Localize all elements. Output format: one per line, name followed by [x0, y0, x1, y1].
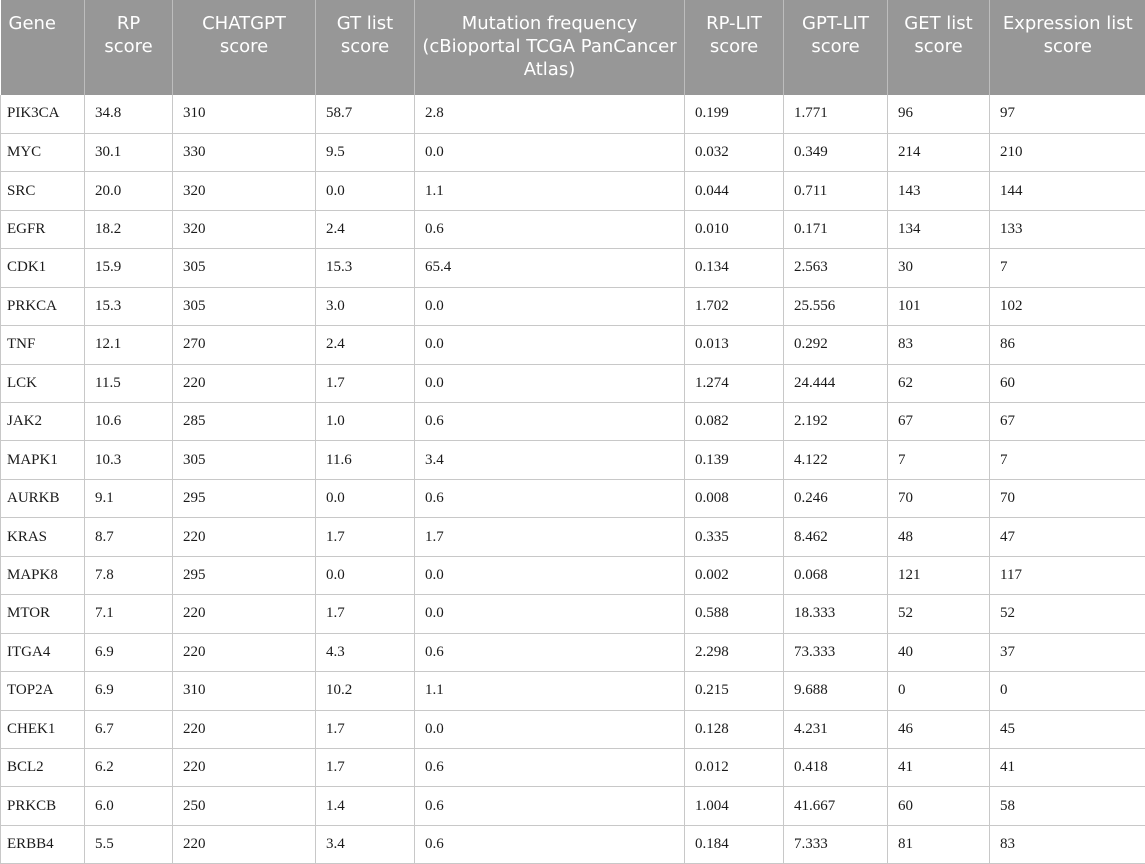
cell-chatgpt-score: 295: [173, 556, 316, 594]
cell-gene: PRKCB: [1, 787, 85, 825]
cell-expression-list-score: 144: [990, 172, 1145, 210]
cell-gene: TNF: [1, 326, 85, 364]
cell-gpt-lit-score: 0.068: [784, 556, 888, 594]
cell-gpt-lit-score: 0.292: [784, 326, 888, 364]
cell-mutation-frequency: 1.1: [415, 172, 685, 210]
cell-chatgpt-score: 295: [173, 479, 316, 517]
cell-rp-score: 9.1: [85, 479, 173, 517]
cell-gpt-lit-score: 18.333: [784, 595, 888, 633]
cell-gt-list-score: 1.7: [316, 518, 415, 556]
table-row: [1, 364, 1145, 402]
cell-gt-list-score: 10.2: [316, 672, 415, 710]
cell-rp-lit-score: 0.044: [685, 172, 784, 210]
cell-gt-list-score: 11.6: [316, 441, 415, 479]
cell-get-list-score: 121: [888, 556, 990, 594]
cell-expression-list-score: 86: [990, 326, 1145, 364]
cell-rp-score: 7.1: [85, 595, 173, 633]
cell-get-list-score: 46: [888, 710, 990, 748]
cell-gene: MAPK8: [1, 556, 85, 594]
cell-expression-list-score: 47: [990, 518, 1145, 556]
table-row: [1, 210, 1145, 248]
cell-mutation-frequency: 0.0: [415, 556, 685, 594]
cell-rp-score: 8.7: [85, 518, 173, 556]
cell-rp-lit-score: 1.274: [685, 364, 784, 402]
cell-rp-lit-score: 0.128: [685, 710, 784, 748]
header-expression-list-score: Expression list score: [990, 0, 1145, 95]
cell-rp-score: 7.8: [85, 556, 173, 594]
table-row: [1, 172, 1145, 210]
cell-chatgpt-score: 220: [173, 364, 316, 402]
cell-mutation-frequency: 0.6: [415, 403, 685, 441]
cell-gt-list-score: 2.4: [316, 210, 415, 248]
cell-mutation-frequency: 0.0: [415, 710, 685, 748]
table-row: [1, 403, 1145, 441]
table-row: [1, 672, 1145, 710]
cell-mutation-frequency: 0.0: [415, 595, 685, 633]
cell-gene: MAPK1: [1, 441, 85, 479]
cell-chatgpt-score: 270: [173, 326, 316, 364]
cell-mutation-frequency: 0.0: [415, 133, 685, 171]
header-get-list-score: GET list score: [888, 0, 990, 95]
cell-get-list-score: 52: [888, 595, 990, 633]
cell-gpt-lit-score: 8.462: [784, 518, 888, 556]
table-row: [1, 249, 1145, 287]
cell-chatgpt-score: 330: [173, 133, 316, 171]
cell-gene: BCL2: [1, 748, 85, 786]
cell-expression-list-score: 7: [990, 249, 1145, 287]
cell-expression-list-score: 133: [990, 210, 1145, 248]
cell-get-list-score: 143: [888, 172, 990, 210]
table-row: [1, 287, 1145, 325]
cell-gpt-lit-score: 9.688: [784, 672, 888, 710]
cell-gene: KRAS: [1, 518, 85, 556]
cell-gene: AURKB: [1, 479, 85, 517]
cell-gene: JAK2: [1, 403, 85, 441]
cell-get-list-score: 30: [888, 249, 990, 287]
cell-mutation-frequency: 0.6: [415, 748, 685, 786]
table-row: [1, 326, 1145, 364]
cell-rp-lit-score: 0.008: [685, 479, 784, 517]
cell-rp-score: 10.3: [85, 441, 173, 479]
cell-rp-score: 6.9: [85, 672, 173, 710]
cell-gene: ITGA4: [1, 633, 85, 671]
table-row: [1, 787, 1145, 825]
cell-rp-score: 15.3: [85, 287, 173, 325]
header-rp-lit-score: RP-LIT score: [685, 0, 784, 95]
cell-rp-score: 6.2: [85, 748, 173, 786]
cell-rp-lit-score: 1.702: [685, 287, 784, 325]
cell-rp-lit-score: 0.013: [685, 326, 784, 364]
cell-gene: TOP2A: [1, 672, 85, 710]
cell-get-list-score: 134: [888, 210, 990, 248]
cell-expression-list-score: 102: [990, 287, 1145, 325]
cell-rp-score: 6.7: [85, 710, 173, 748]
cell-rp-lit-score: 0.184: [685, 825, 784, 863]
table-row: [1, 748, 1145, 786]
table-row: [1, 556, 1145, 594]
table-header: [1, 0, 1145, 95]
cell-gene: MTOR: [1, 595, 85, 633]
cell-mutation-frequency: 1.7: [415, 518, 685, 556]
cell-gene: CDK1: [1, 249, 85, 287]
cell-get-list-score: 0: [888, 672, 990, 710]
cell-gt-list-score: 1.0: [316, 403, 415, 441]
cell-chatgpt-score: 305: [173, 441, 316, 479]
cell-rp-lit-score: 0.335: [685, 518, 784, 556]
cell-gene: EGFR: [1, 210, 85, 248]
cell-mutation-frequency: 1.1: [415, 672, 685, 710]
cell-gt-list-score: 1.7: [316, 364, 415, 402]
cell-gene: LCK: [1, 364, 85, 402]
cell-rp-lit-score: 0.002: [685, 556, 784, 594]
cell-gpt-lit-score: 0.711: [784, 172, 888, 210]
cell-gpt-lit-score: 2.563: [784, 249, 888, 287]
table-row: [1, 595, 1145, 633]
cell-gene: MYC: [1, 133, 85, 171]
cell-gt-list-score: 3.4: [316, 825, 415, 863]
cell-chatgpt-score: 250: [173, 787, 316, 825]
cell-mutation-frequency: 0.6: [415, 787, 685, 825]
cell-gt-list-score: 1.4: [316, 787, 415, 825]
cell-gt-list-score: 3.0: [316, 287, 415, 325]
cell-mutation-frequency: 3.4: [415, 441, 685, 479]
cell-rp-lit-score: 0.082: [685, 403, 784, 441]
cell-chatgpt-score: 305: [173, 249, 316, 287]
cell-chatgpt-score: 320: [173, 172, 316, 210]
table-body: [1, 95, 1145, 864]
cell-rp-score: 10.6: [85, 403, 173, 441]
cell-gt-list-score: 2.4: [316, 326, 415, 364]
cell-gt-list-score: 15.3: [316, 249, 415, 287]
cell-rp-lit-score: 0.032: [685, 133, 784, 171]
cell-rp-lit-score: 2.298: [685, 633, 784, 671]
cell-chatgpt-score: 305: [173, 287, 316, 325]
table-row: [1, 479, 1145, 517]
cell-gt-list-score: 0.0: [316, 479, 415, 517]
cell-expression-list-score: 45: [990, 710, 1145, 748]
table-row: [1, 95, 1145, 133]
cell-chatgpt-score: 220: [173, 748, 316, 786]
cell-gpt-lit-score: 4.231: [784, 710, 888, 748]
header-gpt-lit-score: GPT-LIT score: [784, 0, 888, 95]
cell-expression-list-score: 37: [990, 633, 1145, 671]
cell-rp-lit-score: 0.012: [685, 748, 784, 786]
cell-rp-score: 12.1: [85, 326, 173, 364]
cell-gene: ERBB4: [1, 825, 85, 863]
cell-gpt-lit-score: 7.333: [784, 825, 888, 863]
cell-expression-list-score: 70: [990, 479, 1145, 517]
cell-rp-score: 5.5: [85, 825, 173, 863]
cell-mutation-frequency: 0.6: [415, 479, 685, 517]
cell-get-list-score: 81: [888, 825, 990, 863]
table-row: [1, 825, 1145, 863]
cell-expression-list-score: 97: [990, 95, 1145, 133]
cell-expression-list-score: 7: [990, 441, 1145, 479]
cell-rp-score: 34.8: [85, 95, 173, 133]
cell-get-list-score: 60: [888, 787, 990, 825]
cell-chatgpt-score: 310: [173, 672, 316, 710]
cell-gt-list-score: 1.7: [316, 595, 415, 633]
cell-expression-list-score: 67: [990, 403, 1145, 441]
table-row: [1, 633, 1145, 671]
cell-get-list-score: 70: [888, 479, 990, 517]
cell-rp-score: 6.9: [85, 633, 173, 671]
cell-mutation-frequency: 0.0: [415, 287, 685, 325]
cell-rp-lit-score: 0.199: [685, 95, 784, 133]
cell-rp-score: 30.1: [85, 133, 173, 171]
cell-rp-score: 20.0: [85, 172, 173, 210]
cell-gpt-lit-score: 25.556: [784, 287, 888, 325]
cell-get-list-score: 83: [888, 326, 990, 364]
cell-rp-lit-score: 0.010: [685, 210, 784, 248]
cell-get-list-score: 96: [888, 95, 990, 133]
cell-gt-list-score: 1.7: [316, 748, 415, 786]
cell-gt-list-score: 0.0: [316, 172, 415, 210]
cell-gpt-lit-score: 0.418: [784, 748, 888, 786]
cell-chatgpt-score: 320: [173, 210, 316, 248]
table-row: [1, 518, 1145, 556]
cell-expression-list-score: 60: [990, 364, 1145, 402]
cell-gpt-lit-score: 73.333: [784, 633, 888, 671]
cell-get-list-score: 41: [888, 748, 990, 786]
cell-rp-lit-score: 0.215: [685, 672, 784, 710]
cell-chatgpt-score: 285: [173, 403, 316, 441]
table-row: [1, 710, 1145, 748]
cell-gpt-lit-score: 41.667: [784, 787, 888, 825]
cell-mutation-frequency: 0.0: [415, 326, 685, 364]
cell-gpt-lit-score: 24.444: [784, 364, 888, 402]
cell-gpt-lit-score: 0.246: [784, 479, 888, 517]
cell-gpt-lit-score: 0.349: [784, 133, 888, 171]
cell-chatgpt-score: 220: [173, 825, 316, 863]
cell-rp-score: 11.5: [85, 364, 173, 402]
cell-gene: PRKCA: [1, 287, 85, 325]
cell-chatgpt-score: 220: [173, 710, 316, 748]
cell-get-list-score: 214: [888, 133, 990, 171]
cell-rp-lit-score: 0.134: [685, 249, 784, 287]
cell-expression-list-score: 58: [990, 787, 1145, 825]
cell-rp-lit-score: 1.004: [685, 787, 784, 825]
cell-mutation-frequency: 0.6: [415, 825, 685, 863]
cell-get-list-score: 7: [888, 441, 990, 479]
cell-gt-list-score: 58.7: [316, 95, 415, 133]
cell-rp-score: 6.0: [85, 787, 173, 825]
cell-rp-score: 15.9: [85, 249, 173, 287]
cell-expression-list-score: 52: [990, 595, 1145, 633]
header-chatgpt-score: CHATGPT score: [173, 0, 316, 95]
cell-gt-list-score: 9.5: [316, 133, 415, 171]
cell-mutation-frequency: 65.4: [415, 249, 685, 287]
cell-expression-list-score: 83: [990, 825, 1145, 863]
cell-expression-list-score: 117: [990, 556, 1145, 594]
table-row: [1, 441, 1145, 479]
cell-mutation-frequency: 0.0: [415, 364, 685, 402]
cell-expression-list-score: 210: [990, 133, 1145, 171]
cell-gpt-lit-score: 1.771: [784, 95, 888, 133]
cell-chatgpt-score: 310: [173, 95, 316, 133]
cell-mutation-frequency: 0.6: [415, 633, 685, 671]
cell-get-list-score: 67: [888, 403, 990, 441]
cell-gene: PIK3CA: [1, 95, 85, 133]
cell-get-list-score: 62: [888, 364, 990, 402]
cell-gpt-lit-score: 4.122: [784, 441, 888, 479]
cell-gene: CHEK1: [1, 710, 85, 748]
cell-expression-list-score: 0: [990, 672, 1145, 710]
cell-rp-lit-score: 0.588: [685, 595, 784, 633]
table-row: [1, 133, 1145, 171]
cell-gt-list-score: 4.3: [316, 633, 415, 671]
cell-mutation-frequency: 2.8: [415, 95, 685, 133]
header-mutation-frequency: Mutation frequency (cBioportal TCGA PanCancer Atlas): [415, 0, 685, 95]
cell-chatgpt-score: 220: [173, 518, 316, 556]
header-gt-list-score: GT list score: [316, 0, 415, 95]
header-row: [1, 0, 1145, 95]
cell-get-list-score: 40: [888, 633, 990, 671]
cell-chatgpt-score: 220: [173, 633, 316, 671]
cell-chatgpt-score: 220: [173, 595, 316, 633]
cell-get-list-score: 48: [888, 518, 990, 556]
cell-gt-list-score: 1.7: [316, 710, 415, 748]
cell-get-list-score: 101: [888, 287, 990, 325]
cell-gpt-lit-score: 0.171: [784, 210, 888, 248]
header-gene: Gene: [1, 0, 85, 95]
cell-gt-list-score: 0.0: [316, 556, 415, 594]
cell-expression-list-score: 41: [990, 748, 1145, 786]
cell-rp-score: 18.2: [85, 210, 173, 248]
cell-gene: SRC: [1, 172, 85, 210]
cell-mutation-frequency: 0.6: [415, 210, 685, 248]
cell-gpt-lit-score: 2.192: [784, 403, 888, 441]
cell-rp-lit-score: 0.139: [685, 441, 784, 479]
header-rp-score: RP score: [85, 0, 173, 95]
